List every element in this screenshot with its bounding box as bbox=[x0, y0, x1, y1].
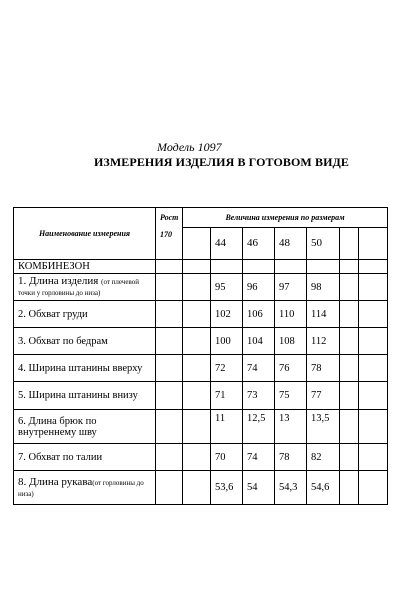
table-row bbox=[14, 471, 388, 505]
table-row bbox=[14, 301, 388, 328]
cell-value: 54,3 bbox=[275, 471, 307, 505]
cell-value: 13 bbox=[275, 410, 307, 444]
size-48: 48 bbox=[275, 228, 307, 260]
column-header-name: Наименование измерения bbox=[14, 208, 156, 260]
table-row bbox=[14, 274, 388, 301]
cell-value: 73 bbox=[243, 382, 275, 410]
cell-value: 74 bbox=[243, 444, 275, 471]
cell-value: 75 bbox=[275, 382, 307, 410]
cell-value: 76 bbox=[275, 355, 307, 382]
size-46: 46 bbox=[243, 228, 275, 260]
cell-value: 11 bbox=[211, 410, 243, 444]
cell-value: 53,6 bbox=[211, 471, 243, 505]
row-label: 1. Длина изделия (от плечевой точки у горловины до низа) bbox=[14, 274, 156, 301]
row-label: 3. Обхват по бедрам bbox=[14, 328, 156, 355]
row-label: 6. Длина брюк по внутреннему шву bbox=[14, 410, 156, 444]
model-number: Модель 1097 bbox=[157, 140, 222, 154]
column-header-rost bbox=[156, 208, 183, 260]
cell-value: 74 bbox=[243, 355, 275, 382]
cell-value: 72 bbox=[211, 355, 243, 382]
cell-value: 54 bbox=[243, 471, 275, 505]
row-label: 2. Обхват груди bbox=[14, 301, 156, 328]
cell-value: 77 bbox=[307, 382, 340, 410]
cell-value: 106 bbox=[243, 301, 275, 328]
section-row bbox=[14, 260, 388, 274]
measurements-table bbox=[13, 207, 388, 505]
cell-value: 71 bbox=[211, 382, 243, 410]
cell-value: 98 bbox=[307, 274, 340, 301]
cell-value: 54,6 bbox=[307, 471, 340, 505]
row-label: 8. Длина рукава(от горловины до низа) bbox=[14, 471, 156, 505]
cell-value: 102 bbox=[211, 301, 243, 328]
cell-value: 110 bbox=[275, 301, 307, 328]
section-label: КОМБИНЕЗОН bbox=[14, 260, 156, 274]
rost-value: 170 bbox=[160, 230, 172, 239]
cell-value: 70 bbox=[211, 444, 243, 471]
cell-value: 100 bbox=[211, 328, 243, 355]
document-title: ИЗМЕРЕНИЯ ИЗДЕЛИЯ В ГОТОВОМ ВИДЕ bbox=[94, 155, 349, 169]
column-header-sizes: Величина измерения по размерам bbox=[183, 208, 388, 228]
table-row bbox=[14, 444, 388, 471]
cell-value: 96 bbox=[243, 274, 275, 301]
cell-value: 13,5 bbox=[307, 410, 340, 444]
size-50: 50 bbox=[307, 228, 340, 260]
cell-value: 97 bbox=[275, 274, 307, 301]
table-row bbox=[14, 382, 388, 410]
row-label: 5. Ширина штанины внизу bbox=[14, 382, 156, 410]
row-label: 4. Ширина штанины вверху bbox=[14, 355, 156, 382]
cell-value: 78 bbox=[307, 355, 340, 382]
cell-value: 114 bbox=[307, 301, 340, 328]
rost-label: Рост bbox=[160, 213, 179, 222]
cell-value: 82 bbox=[307, 444, 340, 471]
table-row bbox=[14, 355, 388, 382]
cell-value: 95 bbox=[211, 274, 243, 301]
cell-value: 108 bbox=[275, 328, 307, 355]
row-label: 7. Обхват по талии bbox=[14, 444, 156, 471]
cell-value: 12,5 bbox=[243, 410, 275, 444]
header-row-top bbox=[14, 208, 388, 228]
table-row bbox=[14, 410, 388, 444]
cell-value: 78 bbox=[275, 444, 307, 471]
cell-value: 104 bbox=[243, 328, 275, 355]
cell-value: 112 bbox=[307, 328, 340, 355]
size-44: 44 bbox=[211, 228, 243, 260]
table-row bbox=[14, 328, 388, 355]
